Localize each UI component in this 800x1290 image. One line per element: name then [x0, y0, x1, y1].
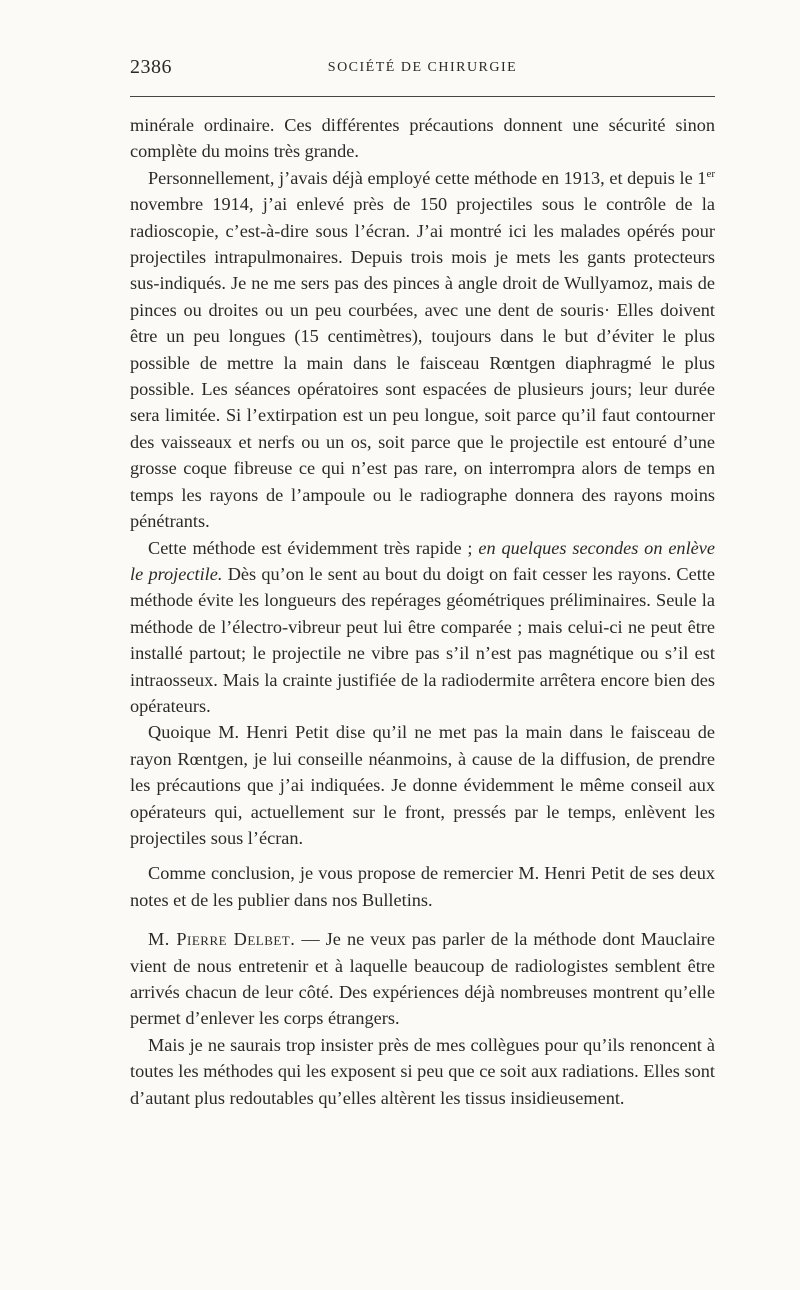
paragraph-6 — [130, 926, 715, 1032]
running-title: SOCIÉTÉ DE CHIRURGIE — [327, 60, 518, 75]
header-rule — [130, 96, 715, 97]
paragraph-4: Quoique M. Henri Petit dise qu’il ne met pas la main dans le faisceau de rayon Rœntgen, je lui conseille néanmoins, à cause de la diffusion, de prendre les précautions que j’ai indiquées. Je donne évidemment le même conseil aux opérateurs qui, actuellement sur le front, pressés par le temps, enlèvent les projectiles sous l’écran. — [130, 722, 715, 848]
paragraph-3 — [130, 535, 715, 720]
paragraph-7: Mais je ne saurais trop insister près de mes collègues pour qu’ils renoncent à toutes les méthodes qui les exposent si peu que ce soit aux radiations. Elles sont d’autant plus redoutables qu’elles altèrent les tissus insidieusement. — [130, 1034, 715, 1108]
paragraph-2-text-b: novembre 1914, j’ai enlevé près de 150 projectiles sous le contrôle de la radioscopie, c’est-à-dire sous l’écran. J’ai montré ici les malades opérés pour projectiles intrapulmonaires. Depuis trois mois je mets les gants protecteurs sus-indiqués. Je ne me sers pas des pinces à angle droit de Wullyamoz, mais de pinces ou droites ou un peu courbées, avec une dent de souris· Elles doivent être un peu longues (15 centimètres), toujours dans le but d’éviter le plus possible de mettre la main dans le faisceau Rœntgen diaphragmé le plus possible. Les séances opératoires sont espacées de plusieurs jours; leur durée sera limitée. Si l’extirpation est un peu longue, soit parce qu’il faut contourner des vaisseaux et nerfs ou un os, soit parce que le projectile est entouré d’une grosse coque fibreuse ce qui n’est pas rare, on interrompra alors de temps en temps les rayons de l’ampoule ou le radiographe donnera des rayons moins pénétrants. — [130, 194, 715, 532]
page-number: 2386 — [130, 56, 172, 78]
paragraph-1: minérale ordinaire. Ces différentes précautions donnent une sécurité sinon complète du moins très grande. — [130, 115, 715, 162]
body-text — [130, 112, 715, 1111]
paragraph-3-text-b: Dès qu’on le sent au bout du doigt on fait cesser les rayons. Cette méthode évite les longueurs des repérages géométriques préliminaires. Seule la méthode de l’électro-vibreur peut lui être comparée ; mais celui-ci ne peut être installé partout; le projectile ne vibre pas s’il n’est pas magnétique ou s’il est intraosseux. Mais la crainte justifiée de la radiodermite arrêtera encore bien des opérateurs. — [130, 563, 715, 716]
page-header — [130, 56, 715, 86]
paragraph-3-text-a: Cette méthode est évidemment très rapide ; — [148, 537, 479, 558]
italic-phrase: en quelques secondes on enlève le projectile. — [130, 537, 715, 584]
paragraph-6-text: — Je ne veux pas parler de la méthode dont Mauclaire vient de nous entretenir et à laquelle beaucoup de radiologistes semblent être arrivés chacun de leur côté. Des expériences déjà nombreuses montrent qu’elle permet d’enlever les corps étrangers. — [130, 929, 715, 1029]
paragraph-5: Comme conclusion, je vous propose de remercier M. Henri Petit de ses deux notes et de les publier dans nos Bulletins. — [130, 863, 715, 910]
paragraph-2-text-a: Personnellement, j’avais déjà employé cette méthode en 1913, et depuis le 1 — [148, 167, 707, 188]
ordinal-superscript: er — [706, 167, 715, 180]
paragraph-2 — [130, 165, 715, 535]
speaker-name: M. Pierre Delbet. — [148, 929, 296, 950]
